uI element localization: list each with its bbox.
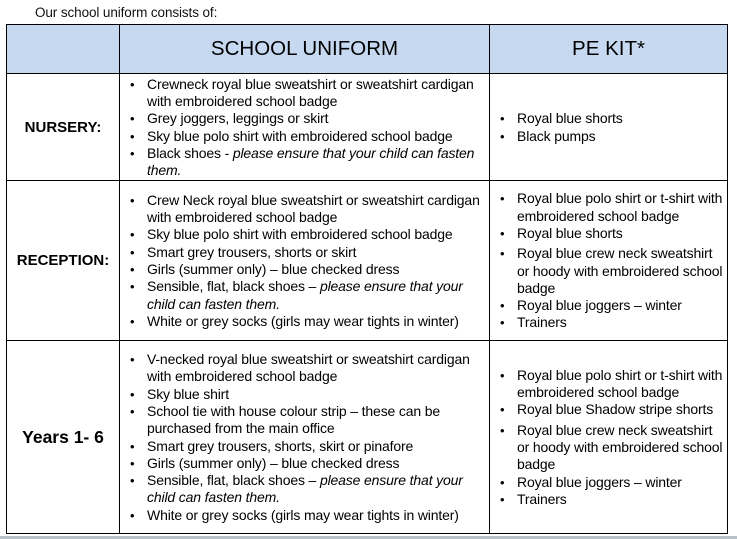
pe-cell [490, 181, 728, 341]
item-text: Sky blue polo shirt with embroidered school badge [147, 226, 453, 243]
header-school-uniform [120, 25, 490, 74]
uniform-item [147, 507, 489, 524]
table-header-row [7, 25, 728, 74]
pe-list [490, 109, 727, 145]
pe-cell [490, 341, 728, 534]
uniform-item [147, 403, 489, 438]
pe-kit-item: • Royal blue shorts [517, 110, 727, 127]
intro-text: Our school uniform consists of: [35, 5, 218, 20]
item-note: please ensure that your child can fasten them. [147, 472, 463, 506]
uniform-item [147, 128, 489, 145]
pe-kit-item: • Royal blue Shadow stripe shorts [517, 401, 727, 418]
item-text: White or grey socks (girls may wear tights in winter) [147, 506, 459, 523]
pe-kit-item: • Royal blue joggers – winter [517, 297, 727, 314]
uniform-item [147, 261, 489, 278]
item-text: Girls (summer only) – blue checked dress [147, 261, 400, 277]
uniform-list [120, 350, 489, 524]
uniform-item [147, 244, 489, 261]
pe-kit-item: • Royal blue joggers – winter [517, 474, 727, 491]
item-text: Crewneck royal blue sweatshirt or sweatshirt cardigan with embroidered school badge [147, 75, 474, 109]
uniform-item [147, 472, 489, 507]
uniform-cell [120, 181, 490, 341]
uniform-item [147, 110, 489, 127]
header-blank-cell [7, 25, 120, 74]
uniform-list [120, 75, 489, 180]
uniform-item [147, 313, 489, 330]
item-text: Grey joggers, leggings or skirt [147, 110, 329, 127]
uniform-item [147, 278, 489, 313]
item-text: Black shoes - [147, 144, 233, 161]
uniform-item [147, 76, 489, 111]
table-row-years-1-6 [7, 341, 728, 534]
uniform-list [120, 191, 489, 330]
item-note: please ensure that your child can fasten them. [147, 278, 463, 312]
table-row-nursery [7, 74, 728, 181]
header-school-uniform-label: SCHOOL UNIFORM [210, 37, 399, 60]
row-label: NURSERY: [7, 74, 120, 181]
item-text: Crew Neck royal blue sweatshirt or sweatshirt cardigan with embroidered school badge [147, 191, 480, 226]
row-label: RECEPTION: [7, 181, 120, 341]
uniform-item [147, 145, 489, 180]
uniform-item [147, 351, 489, 386]
uniform-cell [120, 341, 490, 534]
item-text: White or grey socks (girls may wear tights in winter) [147, 312, 459, 329]
item-text: V-necked royal blue sweatshirt or sweatshirt cardigan with embroidered school badge [147, 351, 470, 385]
pe-list [490, 366, 727, 508]
header-pe-kit-label: PE KIT* [572, 37, 645, 60]
uniform-item [147, 386, 489, 403]
row-label: Years 1- 6 [7, 341, 120, 534]
table-row-reception [7, 181, 728, 341]
pe-kit-item: • Black pumps [517, 128, 727, 145]
pe-kit-item: • Trainers [517, 491, 727, 508]
uniform-item [147, 455, 489, 472]
header-pe-kit [490, 25, 728, 74]
uniform-cell [120, 74, 490, 181]
uniform-item [147, 226, 489, 243]
uniform-table [6, 24, 728, 534]
pe-kit-item: • Royal blue polo shirt or t-shirt with embroidered school badge [517, 367, 727, 402]
uniform-item [147, 192, 489, 227]
uniform-item [147, 438, 489, 455]
pe-kit-item: • Royal blue crew neck sweatshirt or hoody with embroidered school badge [517, 422, 727, 474]
item-text: School tie with house colour strip – these can be purchased from the main office [147, 402, 441, 437]
pe-cell [490, 74, 728, 181]
item-text: Sensible, flat, black shoes – [147, 278, 320, 295]
pe-list [490, 189, 727, 331]
item-text: Smart grey trousers, shorts or skirt [147, 243, 357, 260]
item-text: Sensible, flat, black shoes – [147, 472, 320, 489]
item-text: Sky blue shirt [147, 385, 229, 402]
item-text: Sky blue polo shirt with embroidered school badge [147, 127, 453, 144]
item-text: Girls (summer only) – blue checked dress [147, 454, 400, 471]
pe-kit-item: • Royal blue polo shirt or t-shirt with embroidered school badge [517, 190, 727, 225]
item-text: Smart grey trousers, shorts, skirt or pinafore [147, 437, 414, 454]
pe-kit-item: • Royal blue shorts [517, 225, 727, 242]
item-note: please ensure that your child can fasten them. [147, 144, 475, 179]
pe-kit-item: • Royal blue crew neck sweatshirt or hoody with embroidered school badge [517, 245, 727, 297]
pe-kit-item: • Trainers [517, 314, 727, 331]
